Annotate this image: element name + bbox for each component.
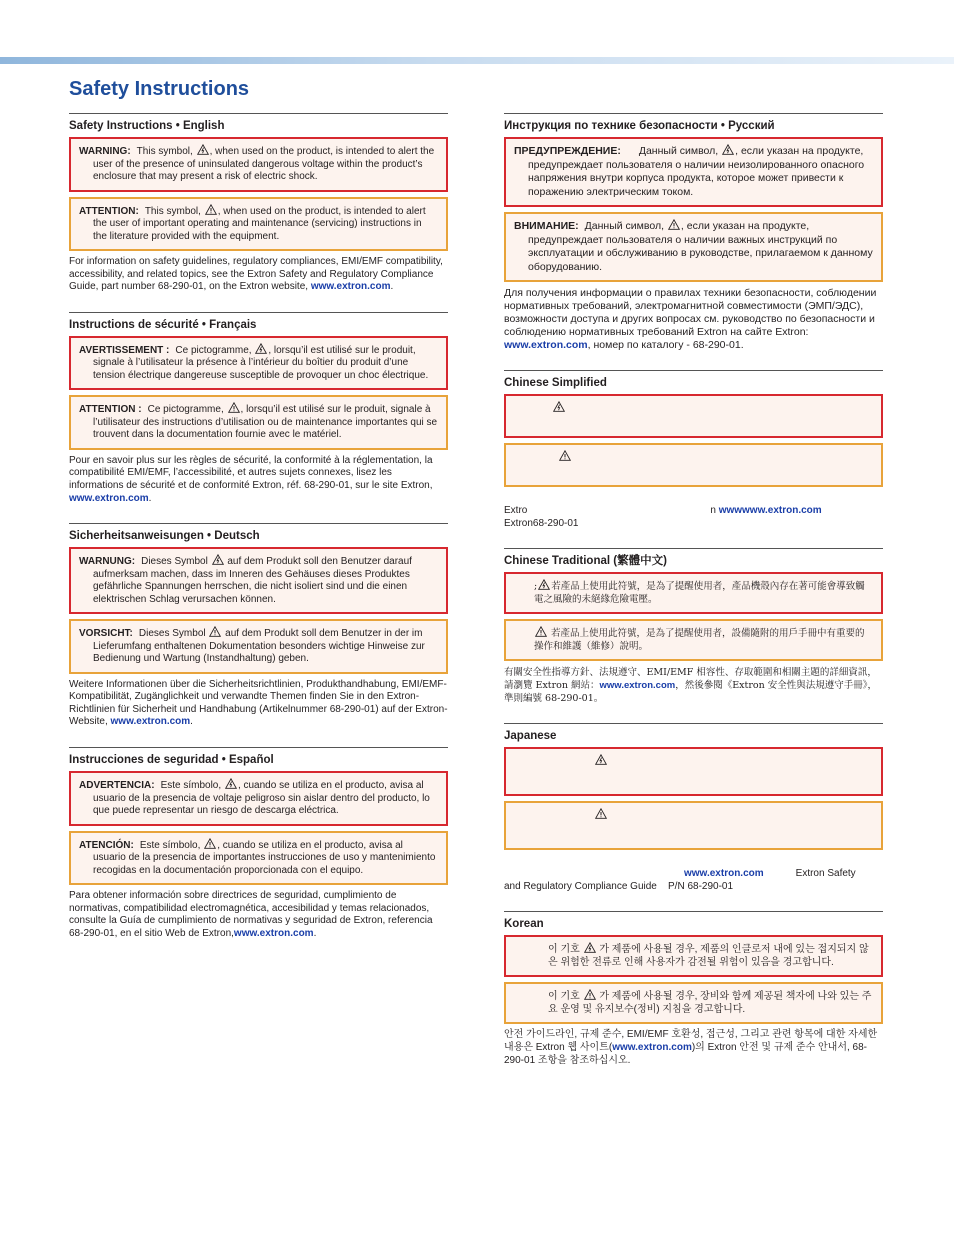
attention-label: VORSICHT: xyxy=(79,628,133,640)
section-korean xyxy=(504,911,883,1067)
caution-icon xyxy=(668,219,680,230)
page-title: Safety Instructions xyxy=(69,78,250,100)
warning-text: , lorsqu’il est utilisé sur le produit, signale à l’utilisateur la présence à l’intérieur du boîtier du produit d’une tension électrique dangereuse susceptible de provoquer un choc électrique. xyxy=(93,344,429,381)
warning-text: auf dem Produkt soll den Benutzer darauf aufmerksam machen, dass im Inneren des Gehäuses dieses Produktes gefährliche Spannungen herrschen, die nicht isoliert sind und die einen elektrischen Schlag verursachen können. xyxy=(93,556,412,605)
attention-text: Este símbolo, xyxy=(139,839,201,851)
warning-box xyxy=(69,137,448,192)
warning-text: Данный символ, xyxy=(638,145,719,157)
caution-icon xyxy=(595,808,607,819)
section-spanish xyxy=(69,747,448,940)
caution-icon xyxy=(559,450,571,461)
warning-text: 若產品上使用此符號，是為了提醒使用者，產品機殼內存在著可能會導致觸電之風險的未絕緣危險電壓。 xyxy=(534,581,865,605)
section-title: Japanese xyxy=(504,730,557,743)
extron-link[interactable]: www.extron.com xyxy=(310,281,391,293)
attention-box xyxy=(504,619,883,661)
section-russian xyxy=(504,113,883,352)
extron-link[interactable]: www.extron.com xyxy=(612,1041,692,1053)
section-japanese xyxy=(504,723,883,893)
warning-box xyxy=(504,747,883,796)
attention-label: ВНИМАНИЕ: xyxy=(514,220,579,232)
section-title: Safety Instructions • English xyxy=(69,120,225,132)
shock-warning-icon xyxy=(225,778,237,789)
info-paragraph: www.extron.com Extron Safety and Regulatory Compliance Guide P/N 68-290-01 xyxy=(504,868,856,892)
warning-box xyxy=(504,394,883,438)
section-title: Chinese Traditional (繁體中文) xyxy=(504,555,667,568)
extron-link[interactable]: www.extron.com xyxy=(69,492,149,504)
shock-warning-icon xyxy=(595,754,607,765)
info-paragraph: Extro n wwwwww.extron.com Extron68-290-01 xyxy=(504,505,822,529)
warning-text: 이 기호 xyxy=(548,944,580,956)
caution-icon xyxy=(535,626,547,637)
attention-text: 이 기호 xyxy=(548,991,580,1003)
right-column xyxy=(504,113,883,1085)
attention-text: , если указан на продукте, предупреждает пользователя о наличии важных инструкций по эксплуатации и обслуживанию в руководстве, прилагаемом к данному оборудованию. xyxy=(528,220,873,273)
caution-icon xyxy=(205,204,217,215)
extron-link[interactable]: wwwwww.extron.com xyxy=(718,505,822,516)
warning-label: AVERTISSEMENT : xyxy=(79,344,170,356)
warning-text: ; xyxy=(534,581,538,593)
attention-text: Ce pictogramme, xyxy=(147,404,224,416)
info-paragraph: 안전 가이드라인, 규제 준수, EMI/EMF 호환성, 접근성, 그리고 관련 항목에 대한 자세한 내용은 Extron 웹 사이트(www.extron.com)의 Extron 안전 및 규제 준수 안내서, 68-290-01 조항을 참조하십시오. xyxy=(504,1029,878,1066)
caution-icon xyxy=(204,838,216,849)
warning-text: Ce pictogramme, xyxy=(175,344,252,356)
left-column xyxy=(69,113,448,958)
section-german xyxy=(69,523,448,729)
shock-warning-icon xyxy=(553,401,565,412)
attention-box xyxy=(69,395,448,450)
shock-warning-icon xyxy=(197,144,209,155)
warning-box xyxy=(69,336,448,391)
extron-link[interactable]: www.extron.com xyxy=(233,927,314,939)
section-title: Korean xyxy=(504,918,544,931)
attention-text: Данный символ, xyxy=(584,220,664,232)
extron-link[interactable]: www.extron.com xyxy=(684,868,764,880)
attention-label: ATENCIÓN: xyxy=(79,839,134,851)
section-french xyxy=(69,312,448,505)
attention-label: ATTENTION: xyxy=(79,205,139,217)
extron-link[interactable]: www.extron.com xyxy=(599,680,676,692)
section-english xyxy=(69,113,448,294)
header-gradient-bar xyxy=(0,57,954,64)
attention-text: This symbol, xyxy=(144,205,201,217)
warning-text: Dieses Symbol xyxy=(141,556,208,568)
shock-warning-icon xyxy=(584,942,596,953)
shock-warning-icon xyxy=(255,343,267,354)
shock-warning-icon xyxy=(722,144,734,155)
info-paragraph: Weitere Informationen über die Sicherheitsrichtlinien, Produkthandhabung, EMI/EMF-Kompatibilität, Zugänglichkeit und verwandte Themen finden Sie in den Extron-Richtlinien für Sicherheit und Handhabung (Artikelnummer 68-290-01) auf der Extron-Website, www.extron.com. xyxy=(69,678,448,728)
info-paragraph: Для получения информации о правилах техники безопасности, соблюдении нормативных требований, электромагнитной совместимости (ЭМП/ЭДС), возможности доступа и других вопросах см. руководство по безопасности и соблюдению нормативных требований Extron на сайте Extron: www.extron.com, номер по каталогу - 68-290-01. xyxy=(504,287,877,351)
attention-box xyxy=(504,801,883,850)
warning-box xyxy=(69,547,448,614)
attention-text: , when used on the product, is intended to alert the user of important operating and maintenance (servicing) instructions in the literature provided with the equipment. xyxy=(93,205,426,242)
warning-text: , when used on the product, is intended to alert the user of the presence of uninsulated dangerous voltage within the product’s enclosure that may present a risk of electric shock. xyxy=(93,146,435,182)
warning-text: 가 제품에 사용될 경우, 제품의 인클로저 내에 있는 접지되지 않은 위험한 전류로 인해 사용자가 감전될 위험이 있음을 경고합니다. xyxy=(548,944,869,968)
section-title: Sicherheitsanweisungen • Deutsch xyxy=(69,530,260,543)
section-title: Instructions de sécurité • Français xyxy=(69,318,257,331)
caution-icon xyxy=(228,402,240,413)
section-title: Chinese Simplified xyxy=(504,377,607,389)
attention-label: ATTENTION : xyxy=(79,404,142,416)
attention-text: Dieses Symbol xyxy=(138,628,206,640)
attention-text: , lorsqu’il est utilisé sur le produit, signale à l’utilisateur des instructions d’utilisation ou de maintenance importantes qui se trouvent dans la documentation fournie avec le matériel. xyxy=(93,404,438,441)
info-paragraph: 有關安全性指導方針、法規遵守、EMI/EMF 相容性、存取範圍和相關主題的詳細資訊，請瀏覽 Extron 網站：www.extron.com，然後參閱《Extron 安全性與法規遵守手冊》，準則編號 68-290-01。 xyxy=(504,667,877,705)
info-paragraph: For information on safety guidelines, regulatory compliances, EMI/EMF compatibility, accessibility, and related topics, see the Extron Safety and Regulatory Compliance Guide, part number 68-290-01, on the Extron website, www.extron.com. xyxy=(69,256,443,293)
warning-box xyxy=(504,137,883,207)
warning-box xyxy=(504,572,883,614)
attention-text: 若產品上使用此符號，是為了提醒使用者，設備隨附的用戶手冊中有重要的操作和維護（維修）說明。 xyxy=(534,628,865,652)
attention-box xyxy=(69,831,448,886)
attention-box xyxy=(69,619,448,674)
warning-box xyxy=(504,935,883,977)
extron-link[interactable]: www.extron.com xyxy=(504,339,588,351)
attention-text: , cuando se utiliza en el producto, avisa al usuario de la presencia de importantes instrucciones de uso y mantenimiento recogidas en la documentación proporcionada con el equipo. xyxy=(93,839,436,876)
warning-text: , cuando se utiliza en el producto, avisa al usuario de la presencia de voltaje peligroso sin aislar dentro del producto, lo que puede representar un riesgo de descarga eléctrica. xyxy=(93,780,430,817)
caution-icon xyxy=(584,989,596,1000)
warning-label: WARNUNG: xyxy=(79,556,136,568)
extron-link[interactable]: www.extron.com xyxy=(110,716,191,728)
attention-text: auf dem Produkt soll dem Benutzer in der im Lieferumfang enthaltenen Dokumentation besonders wichtige Hinweise zur Bedienung und Wartung (Instandhaltung) geben. xyxy=(93,628,425,665)
attention-box xyxy=(504,443,883,487)
warning-label: WARNING: xyxy=(79,146,131,157)
warning-label: ADVERTENCIA: xyxy=(79,780,155,792)
section-title: Инструкция по технике безопасности • Русский xyxy=(504,120,775,132)
warning-text: This symbol, xyxy=(136,146,193,157)
attention-box xyxy=(504,212,883,282)
caution-icon xyxy=(209,626,221,637)
warning-label: ПРЕДУПРЕЖДЕНИЕ: xyxy=(514,145,621,157)
section-chinese-simplified xyxy=(504,370,883,530)
attention-text: 가 제품에 사용될 경우, 장비와 함께 제공된 책자에 나와 있는 주요 운영 및 유지보수(정비) 지침을 경고합니다. xyxy=(548,991,872,1015)
shock-warning-icon xyxy=(538,579,550,590)
shock-warning-icon xyxy=(212,554,224,565)
attention-box xyxy=(504,982,883,1024)
info-paragraph: Para obtener información sobre directrices de seguridad, cumplimiento de normativas, compatibilidad electromagnética, accesibilidad y temas relacionados, consulte la Guía de cumplimiento de normativas y seguridad de Extron, referencia 68-290-01, en el sitio Web de Extron,www.extron.com. xyxy=(69,890,433,939)
info-paragraph: Pour en savoir plus sur les règles de sécurité, la conformité à la réglementation, la compatibilité EMI/EMF, l’accessibilité, et autres sujets connexes, lisez les informations de sécurité et de conformité Extron, réf. 68-290-01, sur le site Extron, www.extron.com. xyxy=(69,454,433,504)
warning-text: , если указан на продукте, предупреждает пользователя о наличии неизолированного опасного напряжения внутри корпуса продукта, которое может привести к поражению электрическим током. xyxy=(528,145,865,198)
warning-box xyxy=(69,771,448,826)
section-chinese-traditional xyxy=(504,548,883,705)
section-title: Instrucciones de seguridad • Español xyxy=(69,754,274,767)
warning-text: Este símbolo, xyxy=(160,780,222,792)
attention-box xyxy=(69,197,448,252)
